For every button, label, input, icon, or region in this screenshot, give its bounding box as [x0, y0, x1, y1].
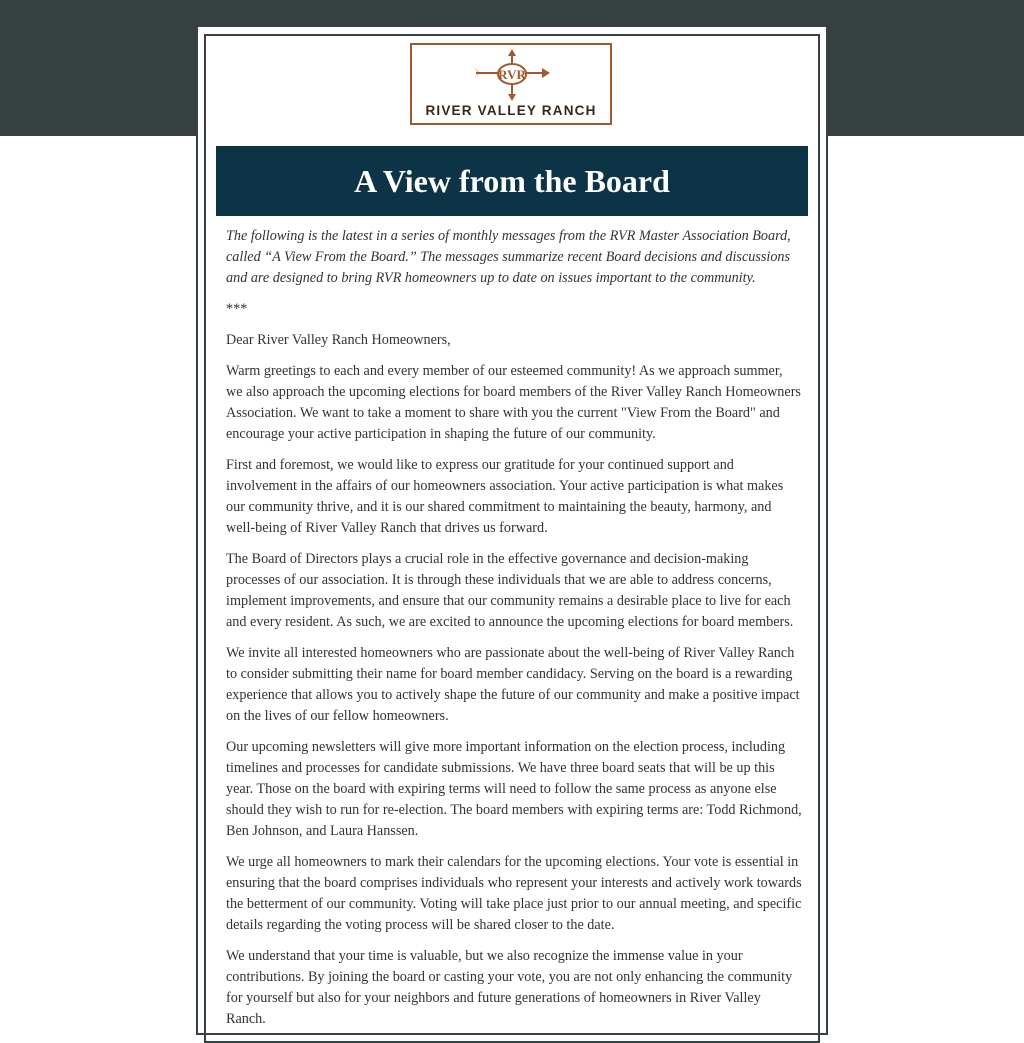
body-paragraph: We understand that your time is valuable, but we also recognize the immense value in your contributions. By joining the board or casting your vote, you are not only enhancing the community for yourself but also for your neighbors and future generations of homeowners in River Valley Ranch. — [226, 948, 793, 1027]
salutation: Dear River Valley Ranch Homeowners, — [226, 332, 451, 348]
body-paragraph: We invite all interested homeowners who are passionate about the well-being of River Valley Ranch to consider submitting their name for board member candidacy. Serving on the board is a rewarding experience that allows you to actively shape the future of our community and make a positive impact on the lives of our fellow homeowners. — [226, 645, 800, 724]
body-paragraph: Warm greetings to each and every member of our esteemed community! As we approach summer, we also approach the upcoming elections for board members of the River Valley Ranch Homeowners Association. We want to take a moment to share with you the current "View From the Board" and encourage your active participation in shaping the future of our community. — [226, 363, 801, 442]
separator: *** — [226, 301, 248, 317]
compass-arrow-icon — [470, 49, 552, 101]
body-paragraph: Our upcoming newsletters will give more important information on the election process, including timelines and processes for candidate submissions. We have three board seats that will be up this year. Those on the board with expiring terms will need to follow the same process as anyone else should they wish to run for re-election. The board members with expiring terms are: Todd Richmond, Ben Johnson, and Laura Hanssen. — [226, 739, 802, 839]
logo-monogram: RVR — [498, 67, 526, 82]
page-title: A View from the Board — [354, 162, 670, 199]
body-paragraph: First and foremost, we would like to express our gratitude for your continued support and involvement in the affairs of our homeowners association. Your active participation is what makes our community thrive, and it is our shared commitment to maintaining the beauty, harmony, and well-being of River Valley Ranch that drives us forward. — [226, 457, 784, 536]
body-paragraph: We urge all homeowners to mark their calendars for the upcoming elections. Your vote is essential in ensuring that the board comprises individuals who represent your interests and actively work towards the betterment of our community. Voting will take place just prior to our annual meeting, and specific details regarding the voting process will be shared closer to the date. — [226, 854, 802, 933]
article-body — [226, 226, 802, 1040]
body-paragraph: The Board of Directors plays a crucial role in the effective governance and decision-making processes of our association. It is through these individuals that we are able to address concerns, implement improvements, and ensure that our community remains a desirable place to live for each and every resident. As such, we are excited to announce the upcoming elections for board members. — [226, 551, 794, 630]
title-banner — [216, 146, 808, 216]
logo-wordmark: RIVER VALLEY RANCH — [425, 103, 597, 118]
intro-paragraph: The following is the latest in a series of monthly messages from the RVR Master Association Board, called “A View From the Board.” The messages summarize recent Board decisions and discussions and are designed to bring RVR homeowners up to date on issues important to the community. — [226, 228, 791, 286]
rvr-logo — [410, 43, 612, 125]
